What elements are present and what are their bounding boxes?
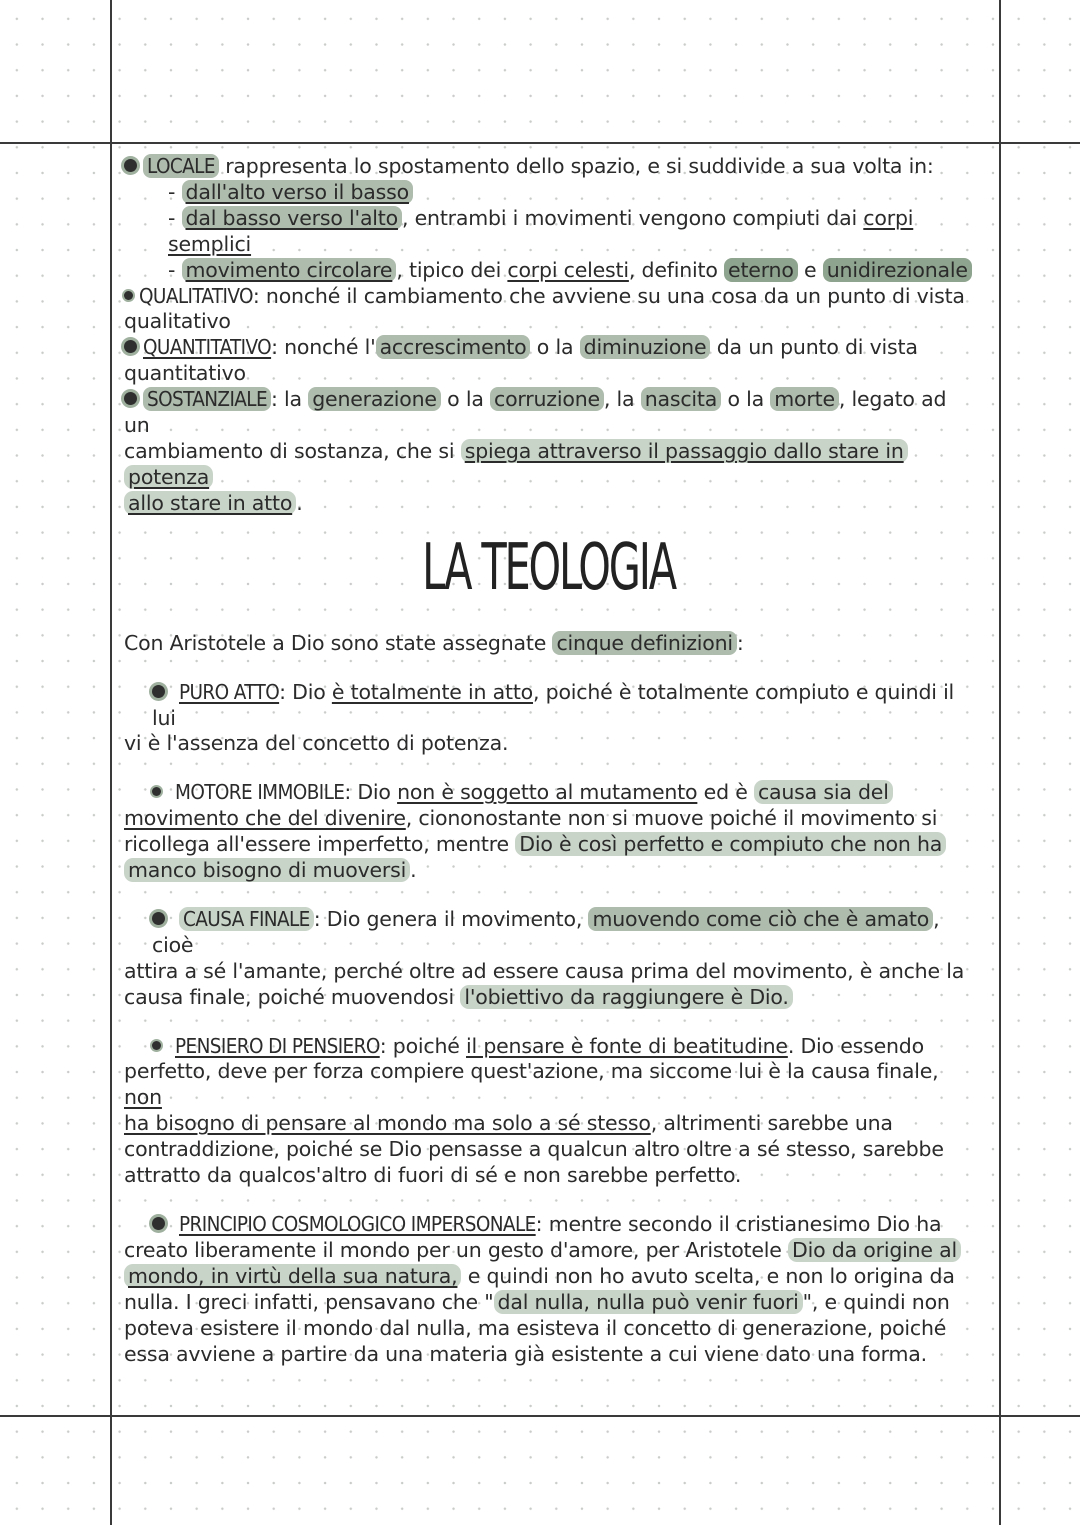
def-pensiero: PENSIERO DI PENSIERO: poiché il pensare è fonte di beatitudine. Dio essendo bbox=[124, 1034, 974, 1060]
item-locale: LOCALE rappresenta lo spostamento dello spazio, e si suddivide a sua volta in: bbox=[124, 154, 974, 180]
bullet-icon bbox=[124, 291, 133, 300]
def-motore-immobile: MOTORE IMMOBILE: Dio non è soggetto al mutamento ed è causa sia del bbox=[124, 780, 974, 806]
label-puro-atto: PURO ATTO bbox=[179, 679, 280, 704]
locale-sub-2: - dal basso verso l'alto , entrambi i movimenti vengono compiuti dai corpi semplici bbox=[168, 205, 914, 256]
horizontal-rule-bottom bbox=[0, 1415, 1080, 1417]
bullet-icon bbox=[124, 392, 137, 405]
intro-line: Con Aristotele a Dio sono state assegnate cinque definizioni : bbox=[124, 630, 744, 655]
locale-sub-3: - movimento circolare , tipico dei corpi celesti, definito eterno e unidirezionale bbox=[124, 258, 974, 284]
page-title: LA TEOLOGIA bbox=[422, 530, 676, 605]
bullet-icon bbox=[152, 685, 165, 698]
item-quantitativo: QUANTITATIVO: nonché l' accrescimento o la diminuzione da un punto di vista bbox=[124, 335, 974, 361]
bullet-icon bbox=[152, 912, 165, 925]
notes-content: LOCALE rappresenta lo spostamento dello spazio, e si suddivide a sua volta in: - dall'alto verso il basso - dal basso verso l'alto , entrambi i movimenti vengono compiuti dai corpi semplici - movimento circolare , tipico dei corpi celesti, definito eterno e unidirezionale QUALITATIVO: nonché il cambiamento che avviene su una cosa da un punto di vista qualitativo QUANTITATIVO: nonché l' accrescimento o la diminuzione da un punto di vista quantitativo SOSTANZIALE : la generazione o la corruzione , la nascita o la morte , legato ad un cambiamento di sostanza, che si spiega attraverso il passaggio dallo stare in potenza allo stare in atto . LA TEOLOGIA Con Aristotele a Dio sono state assegnate cinque definizioni : PURO ATTO: Dio è totalmente in atto, poiché è totalmente compiuto e quindi il lui vi è l'assenza del concetto di potenza. MOTORE IMMOBILE: Dio non è soggetto al mutamento ed è causa sia del movimento che del divenire, ciononostante non si muove poiché il movimento si ricollega all'essere imperfetto, mentre Dio è così perfetto e compiuto che non ha manco bisogno di muoversi . CAUSA FINALE : Dio genera il movimento, muovendo come ciò che è amato , cioè attira a sé l'amante, perché oltre ad essere causa prima del movimento, è anche la causa finale, poiché muovendosi l'obiettivo da raggiungere è Dio. PENSIERO DI PENSIERO: poiché il pensare è fonte di beatitudine. Dio essendo perfetto, deve per forza compiere quest'azione, ma siccome lui è la causa finale, non ha bisogno di pensare al mondo ma solo a sé stesso, altrimenti sarebbe una contraddizione, poiché se Dio pensasse a qualcun altro oltre a sé stesso, sarebbe attratto da qualcos'altro di fuori di sé e non sarebbe perfetto. PRINCIPIO COSMOLOGICO IMPERSONALE: mentre secondo il cristianesimo Dio ha creato liberamente il mondo per un gesto d'amore, per Aristotele Dio da origine al mondo, in virtù della sua natura, e quindi non ho avuto scelta, e non lo origina da nulla. I greci infatti, pensavano che " dal nulla, nulla può venir fuori ", e quindi non poteva esistere il mondo dal nulla, ma esisteva il concetto di generazione, poiché essa avviene a partire da una materia già esistente a cui viene dato una forma. bbox=[124, 154, 974, 1367]
def-puro-atto: PURO ATTO: Dio è totalmente in atto, poiché è totalmente compiuto e quindi il lui bbox=[152, 679, 955, 730]
def-principio: PRINCIPIO COSMOLOGICO IMPERSONALE: mentre secondo il cristianesimo Dio ha bbox=[124, 1212, 974, 1238]
bullet-icon bbox=[152, 1217, 165, 1230]
locale-sub-1: - dall'alto verso il basso bbox=[124, 180, 974, 206]
item-sostanziale: SOSTANZIALE : la generazione o la corruzione , la nascita o la morte , legato ad un bbox=[124, 387, 947, 438]
section-title-wrap bbox=[124, 530, 974, 613]
item-qualitativo: QUALITATIVO: nonché il cambiamento che avviene su una cosa da un punto di vista bbox=[124, 284, 974, 310]
vertical-margin-right bbox=[999, 0, 1001, 1525]
horizontal-rule-top bbox=[0, 142, 1080, 144]
bullet-icon bbox=[152, 787, 161, 796]
label-causa-finale: CAUSA FINALE bbox=[179, 907, 314, 931]
bullet-icon bbox=[152, 1041, 161, 1050]
bullet-icon bbox=[124, 340, 137, 353]
label-quantitativo: QUANTITATIVO bbox=[143, 335, 272, 360]
label-principio: PRINCIPIO COSMOLOGICO IMPERSONALE bbox=[179, 1212, 536, 1236]
vertical-margin-left bbox=[110, 0, 112, 1525]
def-causa-finale: CAUSA FINALE : Dio genera il movimento, muovendo come ciò che è amato , cioè bbox=[152, 906, 940, 957]
bullet-icon bbox=[124, 159, 137, 172]
label-motore-immobile: MOTORE IMMOBILE bbox=[175, 780, 345, 805]
label-pensiero: PENSIERO DI PENSIERO bbox=[175, 1033, 380, 1058]
label-qualitativo: QUALITATIVO bbox=[139, 283, 253, 308]
label-locale: LOCALE bbox=[143, 154, 219, 178]
label-sostanziale: SOSTANZIALE bbox=[143, 387, 271, 411]
